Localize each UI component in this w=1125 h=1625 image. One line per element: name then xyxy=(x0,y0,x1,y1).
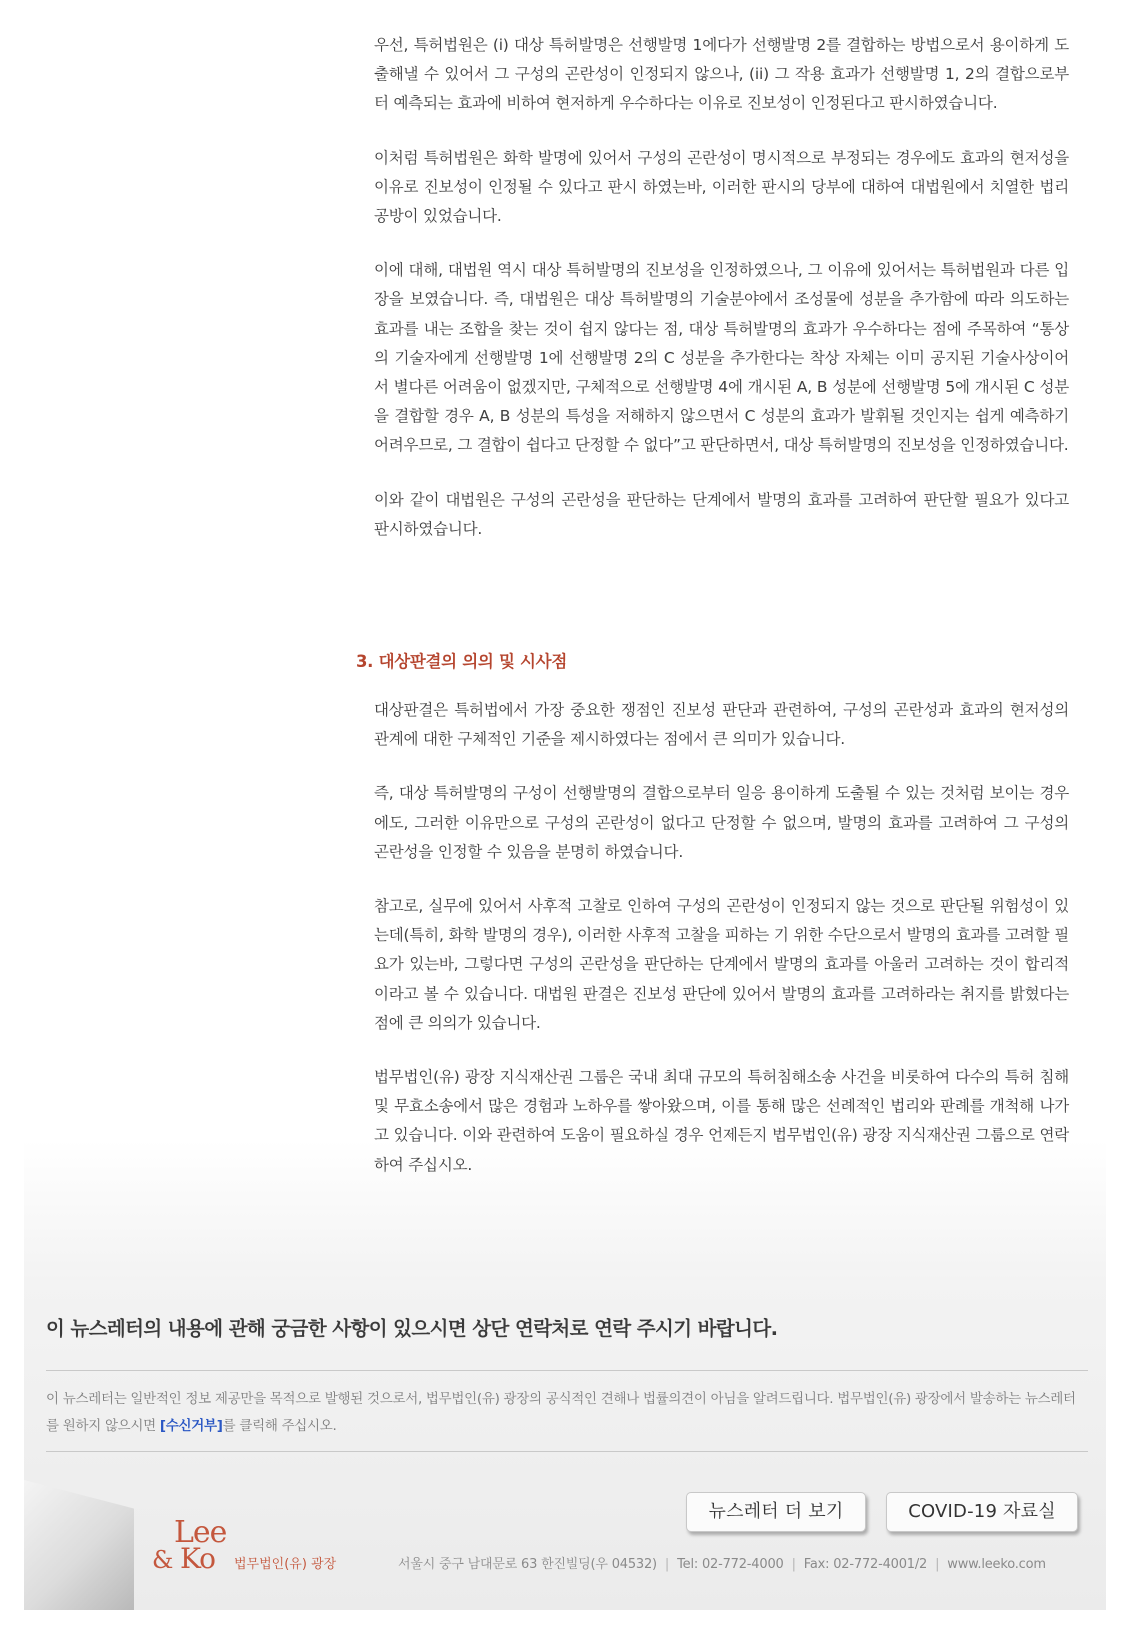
lee-ko-logo xyxy=(152,1517,352,1579)
paragraph: 이와 같이 대법원은 구성의 곤란성을 판단하는 단계에서 발명의 효과를 고려하여 판단할 필요가 있다고 판시하였습니다. xyxy=(374,490,1069,538)
more-newsletters-button[interactable]: 뉴스레터 더 보기 xyxy=(686,1492,866,1532)
logo-ampersand: & xyxy=(152,1546,174,1574)
divider xyxy=(46,1370,1088,1371)
logo-firm-name: 법무법인(유) 광장 xyxy=(234,1557,337,1572)
logo-lee-text: Lee xyxy=(174,1515,227,1550)
paragraph: 법무법인(유) 광장 지식재산권 그룹은 국내 최대 규모의 특허침해소송 사건을 비롯하여 다수의 특허 침해 및 무효소송에서 많은 경험과 노하우를 쌓아왔으며, 이를 통해 많은 선례적인 법리와 판례를 개척해 나가고 있습니다. 이와 관련하여 도움이 필요하실 경우 언제든지 법무법인(유) 광장 지식재산권 그룹으로 연락하여 주십시오. xyxy=(374,1068,1069,1174)
article-body-part1 xyxy=(374,31,1069,569)
paragraph: 이에 대해, 대법원 역시 대상 특허발명의 진보성을 인정하였으나, 그 이유에 있어서는 특허법원과 다른 입장을 보였습니다. 즉, 대법원은 대상 특허발명의 기술분야에서 조성물에 성분을 추가함에 따라 의도하는 효과를 내는 조합을 찾는 것이 쉽지 않다는 점, 대상 특허발명의 효과가 우수하다는 점에 주목하여 “통상의 기술자에게 선행발명 1에 선행발명 2의 C 성분을 추가한다는 착상 자체는 이미 공지된 기술사상이어서 별다른 어려움이 없겠지만, 구체적으로 선행발명 4에 개시된 A, B 성분에 선행발명 5에 개시된 C 성분을 결합할 경우 A, B 성분의 특성을 저해하지 않으면서 C 성분의 효과가 발휘될 것인지는 쉽게 예측하기 어려우므로, 그 결합이 쉽다고 단정할 수 없다”고 판단하면서, 대상 특허발명의 진보성을 인정하였습니다. xyxy=(374,261,1069,455)
paragraph: 우선, 특허법원은 (i) 대상 특허발명은 선행발명 1에다가 선행발명 2를 결합하는 방법으로서 용이하게 도출해낼 수 있어서 그 구성의 곤란성이 인정되지 않으나, (ii) 그 작용 효과가 선행발명 1, 2의 결합으로부터 예측되는 효과에 비하여 현저하게 우수하다는 이유로 진보성이 인정된다고 판시하였습니다. xyxy=(374,36,1069,113)
paragraph: 이처럼 특허법원은 화학 발명에 있어서 구성의 곤란성이 명시적으로 부정되는 경우에도 효과의 현저성을 이유로 진보성이 인정될 수 있다고 판시 하였는바, 이러한 판시의 당부에 대하여 대법원에서 치열한 법리 공방이 있었습니다. xyxy=(374,148,1069,226)
address: 서울시 중구 남대문로 63 한진빌딩(우 04532) xyxy=(398,1557,657,1572)
article-body-part2 xyxy=(374,696,1069,1205)
paragraph: 즉, 대상 특허발명의 구성이 선행발명의 결합으로부터 일응 용이하게 도출될 수 있는 것처럼 보이는 경우에도, 그러한 이유만으로 구성의 곤란성이 없다고 단정할 수 없으며, 발명의 효과를 고려하여 그 구성의 곤란성을 인정할 수 있음을 분명히 하였습니다. xyxy=(374,784,1069,861)
contact-info: 서울시 중구 남대문로 63 한진빌딩(우 04532) | Tel: 02-772-4000 | Fax: 02-772-4001/2 | www.leeko.com xyxy=(398,1557,1046,1572)
unsubscribe-link[interactable]: [수신거부] xyxy=(159,1418,223,1434)
covid-resources-button[interactable]: COVID-19 자료실 xyxy=(886,1492,1078,1532)
disclaimer-text-end: 를 클릭해 주십시오. xyxy=(222,1418,337,1434)
telephone: Tel: 02-772-4000 xyxy=(677,1557,784,1572)
contact-notice-heading: 이 뉴스레터의 내용에 관해 궁금한 사항이 있으시면 상단 연락처로 연락 주시기 바랍니다. xyxy=(46,1317,778,1340)
website-link[interactable]: www.leeko.com xyxy=(947,1557,1046,1572)
logo-ko-text: Ko xyxy=(180,1542,216,1575)
fax: Fax: 02-772-4001/2 xyxy=(803,1557,928,1572)
section-title: 3. 대상판결의 의의 및 시사점 xyxy=(356,652,567,671)
disclaimer-text: 이 뉴스레터는 일반적인 정보 제공만을 목적으로 발행된 것으로서, 법무법인(유) 광장의 공식적인 견해나 법률의견이 아님을 알려드립니다. 법무법인(유) 광장에서 발송하는 뉴스레터를 원하지 않으시면 xyxy=(46,1391,1076,1434)
paragraph: 대상판결은 특허법에서 가장 중요한 쟁점인 진보성 판단과 관련하여, 구성의 곤란성과 효과의 현저성의 관계에 대한 구체적인 기준을 제시하였다는 점에서 큰 의미가 있습니다. xyxy=(374,701,1069,749)
divider xyxy=(46,1451,1088,1452)
paragraph: 참고로, 실무에 있어서 사후적 고찰로 인하여 구성의 곤란성이 인정되지 않는 것으로 판단될 위험성이 있는데(특히, 화학 발명의 경우), 이러한 사후적 고찰을 피하는 기 위한 수단으로서 발명의 효과를 고려할 필요가 있는바, 그렇다면 구성의 곤란성을 판단하는 단계에서 발명의 효과를 아울러 고려하는 것이 합리적이라고 볼 수 있습니다. 대법원 판결은 진보성 판단에 있어서 발명의 효과를 고려하라는 취지를 밝혔다는 점에 큰 의의가 있습니다. xyxy=(374,897,1069,1032)
disclaimer xyxy=(46,1386,1086,1440)
